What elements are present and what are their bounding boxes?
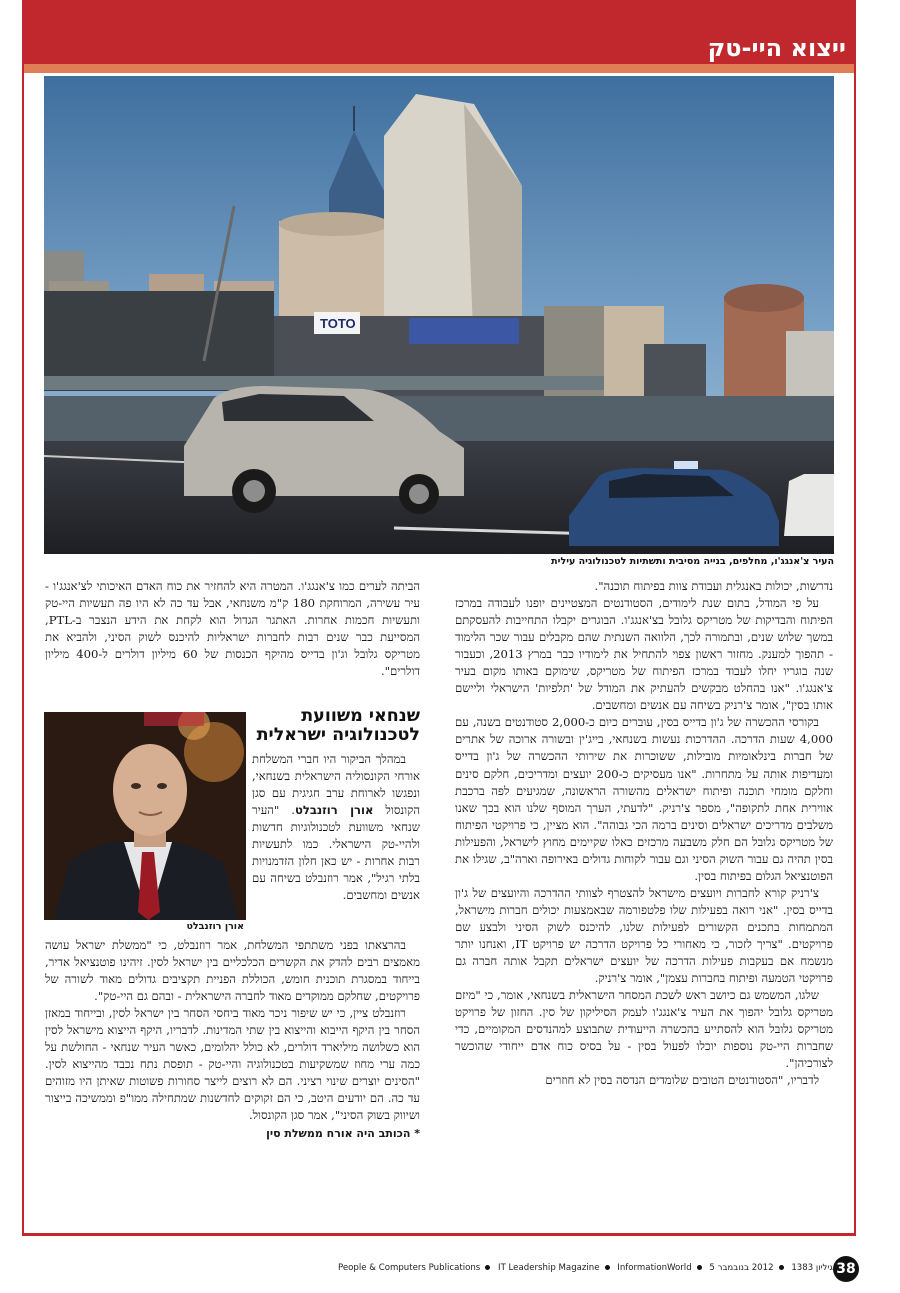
paragraph: שלגו, המשמש גם כיושב ראש לשכת המסחר הישראלית בשנחאי, אומר, כי "מיזם מטריקס גלובל יהפוך את העיר צ'אנגג'ו לעמק הסיליקון של סין. החזון של פרויקט מטריקס גלובל הוא להסתייע בהכשרה הייעודית שתבוצע למהנדסים המקומיים, כדי שחברות היי-טק נוספות יוכלו לפעול בסין - על בסיס כוח אדם ייחודי שהוכשר לצורכיהן". xyxy=(455,988,833,1071)
article-column-left-bottom xyxy=(45,937,420,1142)
footer xyxy=(338,1263,833,1273)
person-name: אורן רוזנבלט xyxy=(294,803,374,818)
bullet-icon xyxy=(605,1265,610,1270)
footer-item: InformationWorld xyxy=(617,1263,692,1273)
section-title: ייצוא היי-טק xyxy=(707,34,846,62)
portrait-photo xyxy=(44,712,246,920)
portrait-caption: אורן רוזנבלט xyxy=(186,921,244,932)
paragraph: נדרשות, יכולות באנגלית ועבודת צוות בפיתוח תוכנה". xyxy=(594,579,833,593)
paragraph: לדבריו, "הסטודנטים הטובים שלומדים הנדסה בסין לא חוזרים xyxy=(545,1073,819,1088)
paragraph: רוזנבלט ציין, כי יש שיפור ניכר מאוד ביחסי הסחר בין ישראל לסין, ובייחוד במאזן הסחר בין היקף הייבוא והייצוא בין שתי המדינות. לדבריו, היקף הייצוא מישראל לסין הוא כשלושה מיליארד דולרים, לא כולל יהלומים, כאשר העיר שנחאי - החולשת על כמה ערי מחוז שמשקיעות בטכנולוגיה והיי-טק - תופסת נתח נכבד מהייצוא לסין. "הסינים יוצרים שינוי רציני. הם לא רוצים לייצר סחורות פשוטות שאיתן היו מזוהים עד כה. הם יודעים היטב, כי הם זקוקים לחדשנות שמתחילה ממו"פ וממשיכה בייצור ושיווק בשוק הסיני", אמר סגן הקונסול. xyxy=(45,1006,420,1123)
page-number: 38 xyxy=(833,1256,859,1282)
bullet-icon xyxy=(779,1265,784,1270)
text-run: במהלך הביקור היו חברי המשלחת אורחי הקונסוליה הישראלית בשנחאי, ונפגשו לארוחת ערב חגיגית עם סגן הקונסול xyxy=(252,752,421,818)
author-note: * הכותב היה אורח ממשלת סין xyxy=(266,1126,420,1140)
subheading: שנחאי משוועת לטכנולוגיה ישראלית xyxy=(256,706,420,745)
article-column-side xyxy=(252,751,420,904)
text-run: . "העיר שנחאי משוועת לטכנולוגיות חדשות ולהיי-טק הישראלי. כמו לתעשיות רבות אחרות - יש כאן חלון הזדמנויות בלתי רגיל", אמר רוזנבלט בשיחה עם אנשים ומחשבים. xyxy=(252,803,420,903)
footer-date: 2012 בנובמבר 5 xyxy=(709,1263,774,1273)
footer-issue: גיליון 1383 xyxy=(791,1263,833,1273)
paragraph: הביתה לערים כמו צ'אנגג'ו. המטרה היא להחזיר את כוח האדם האיכותי לצ'אנגג'ו - עיר עשירה, המרוחקת 180 ק"מ משנחאי, אבל עד כה לא היו פה תעשיות היי-טק ותעשיות חכמות אחרות. האתגר הגדול הוא לקחת את הידע הנצבר ב-PTL, המסייעת כבר שנים רבות לחברות ישראליות להיכנס לשוק הסיני, ולהביא את מטריקס גלובל וג'ון בדייס מהיקף הכנסות של 60 מיליון דולרים ל-400 מיליון דולרים". xyxy=(45,579,420,679)
footer-item: People & Computers Publications xyxy=(338,1263,481,1273)
toto-sign: TOTO xyxy=(320,316,356,331)
footer-item: IT Leadership Magazine xyxy=(498,1263,600,1273)
article-column-left-top xyxy=(45,578,420,680)
city-photo xyxy=(44,76,834,554)
paragraph: צ'רניק קורא לחברות ויועצים מישראל להצטרף לצוותי ההדרכה והיועצים של ג'ון בדייס בסין. "אני רואה בפעילות שלו פלטפורמה שבאמצעות יכולים חברות מישראל, המתמחות בתכנים הקשורים לפעילות שלנו, להיכנס לשוק הסיני ולבצע שם פרויקטים. "צריך לזכור, כי מאחורי כל פרויקט הדרכה יש פרויקט IT, ואנחנו יותר מנשמח אם בעקבות פעילות הדרכה של יועצים ישראלים תקבל אותה חברה גם פרויקטי הטמעה ופיתוח בחברות עצמן", אומר צ'רניק. xyxy=(455,885,833,986)
article-column-right xyxy=(455,578,833,1238)
photo-caption: העיר צ'אנגג'ו, מחלפים, בנייה מסיבית ותשתיות לטכנולוגיה עילית xyxy=(551,556,834,567)
paragraph xyxy=(252,751,420,904)
paragraph: על פי המודל, בתום שנת לימודים, הסטודנטים המצטיינים יופנו לעבודה במרכז הפיתוח והבדיקות של מטריקס גלובל בצ'אנגג'ו. הבוגרים יקבלו התחייבות להעסקתם במשך שלוש שנים, ובתמורה לכך, הלוואה השנתית שהם מקבלים עבור שכר הלימוד - תהפוך למענק. מחזור ראשון צפוי להתחיל את לימודיו כבר במרץ 2013, וכעבור שנה בוגריו יחלו לעבוד במרכז הפיתוח של מטריקס, שימוקם באותו מקום בעיר צ'אנגג'ו. "אנו בהחלט מבקשים להעתיק את המודל של 'תלפיות' הישראלי וליישם אותו בסין", אומר צ'רניק בשיחה עם אנשים ומחשבים. xyxy=(455,596,833,713)
paragraph: בהרצאתו בפני משתתפי המשלחת, אמר רוזנבלט, כי "ממשלת ישראל עושה מאמצים רבים להדק את הקשרים הכלכליים בין ישראל לסין. זיהינו פוטנציאל אדיר, בייחוד במסגרת תוכנית חומש, הכוללת הפניית תקציבים גדולים מאוד לשורה של פרויקטים, שחלקם ממוקדים מאוד לחברה הישראלית - ובהם גם היי-טק". xyxy=(45,938,420,1004)
paragraph: בקורסי ההכשרה של ג'ון בדייס בסין, עוברים כיום כ-2,000 סטודנטים בשנה, עם 4,000 שעות הדרכה. ההדרכות נעשות בשנחאי, בייג'ין ובשורה ארוכה של אתרים של חברות בינלאומיות מובילות, ששוכרות את שירותי ההכשרה של ג'ון בדייס ומעדיפות אותה על מתחרות. "אנו מעסיקים כ-200 יועצים ומדריכים, חלקם סינים וחלקם מומחי תוכנה ופיתוח ישראלים מהשורה הראשונה, שמגיעים לפה ברכבת אווירית אחת לתקופה", מספר צ'רניק. "לדעתי, הערך המוסף שלנו הוא בכך שאנו משלבים מדריכים ישראלים וסינים ברמה הכי גבוהה". הוא מציין, כי פרויקטי הפיתוח של מטריקס גלובל הם חלק משבעה מרכזים כאלו שקיימים מחוץ לישראל, והפעילות בסין תהיה גם עבור השוק הסיני וגם עבור לקוחות גדולים באירופה וארה"ב, שגילו את הפוטנציאל הגלום בפיתוח בסין. xyxy=(455,715,833,883)
bullet-icon xyxy=(485,1265,490,1270)
bullet-icon xyxy=(697,1265,702,1270)
